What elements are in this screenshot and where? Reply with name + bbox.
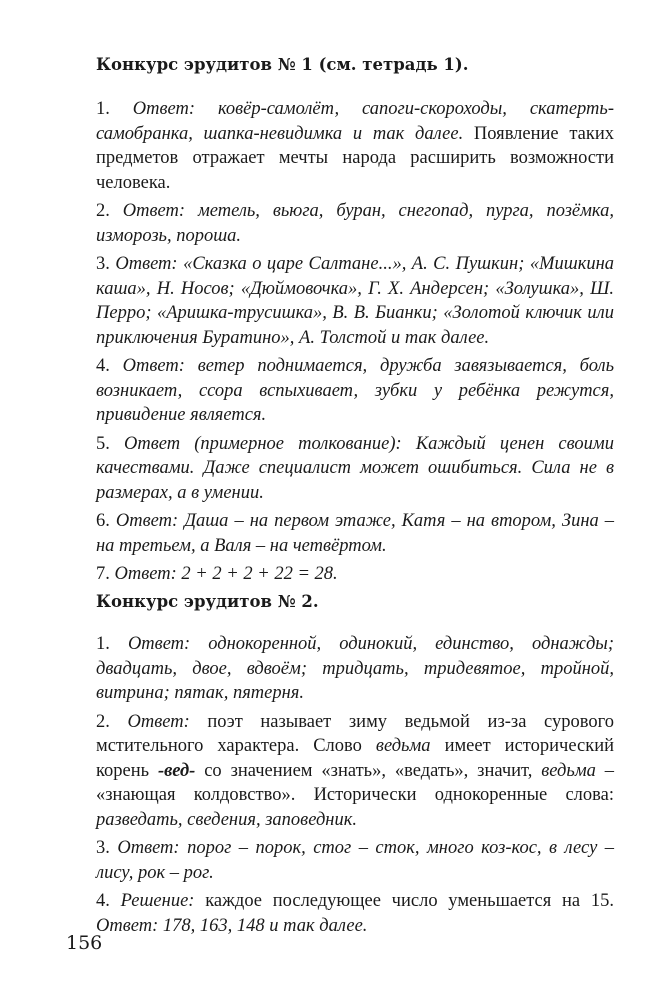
section-1-heading: Конкурс эрудитов № 1 (см. тетрадь 1).: [96, 55, 469, 74]
answer-2-2: 2. Ответ: поэт называет зиму ведьмой из-за сурового мстительного характера. Слово ведьма имеет исторический корень -вед- со значением «знать», «ведать», значит, ведьма – «знающая колдовство». Исторически однокоренные слова: разведать, сведения, заповедник.: [96, 711, 615, 830]
answer-1-4: 4. Ответ: ветер поднимается, дружба завязывается, боль возникает, ссора вспыхивает, зубки у ребёнка режутся, привидение является.: [96, 356, 615, 425]
answer-2-1: 1. Ответ: однокоренной, одинокий, единство, однажды; двадцать, двое, вдвоём; тридцать, тридевятое, тройной, витрина; пятак, пятерня.: [96, 634, 615, 703]
section-2-heading: Конкурс эрудитов № 2.: [96, 592, 319, 611]
answer-1-6: 6. Ответ: Даша – на первом этаже, Катя – на втором, Зина – на третьем, а Валя – на четвёртом.: [96, 511, 615, 556]
answer-2-4: 4. Решение: каждое последующее число уменьшается на 15. Ответ: 178, 163, 148 и так далее.: [96, 891, 614, 936]
section-2-items: [96, 632, 614, 942]
answer-1-3: 3. Ответ: «Сказка о царе Салтане...», А. С. Пушкин; «Мишкина каша», Н. Носов; «Дюймовочка», Г. Х. Андерсен; «Золушка», Ш. Перро; «Аришка-трусишка», В. В. Бианки; «Золотой ключик или приключения Буратино», А. Толстой и так далее.: [96, 254, 615, 348]
answer-1-1: 1. Ответ: ковёр-самолёт, сапоги-скороходы, скатерть-самобранка, шапка-невидимка и так далее. Появление таких предметов отражает мечты народа расширить возможности человека.: [96, 99, 615, 193]
answer-1-7: 7. Ответ: 2 + 2 + 2 + 22 = 28.: [96, 564, 338, 584]
answer-1-5: 5. Ответ (примерное толкование): Каждый ценен своими качествами. Даже специалист может ошибиться. Сила не в размерах, а в умении.: [96, 433, 614, 503]
section-2: [96, 592, 614, 611]
section-1: [96, 55, 614, 74]
answer-1-2: 2. Ответ: метель, вьюга, буран, снегопад, пурга, позёмка, изморозь, пороша.: [96, 201, 615, 246]
section-1-items: [96, 97, 614, 591]
answer-2-3: 3. Ответ: порог – порок, стог – сток, много коз-кос, в лесу – лису, рок – рог.: [96, 838, 615, 883]
page-number: 156: [66, 932, 103, 954]
